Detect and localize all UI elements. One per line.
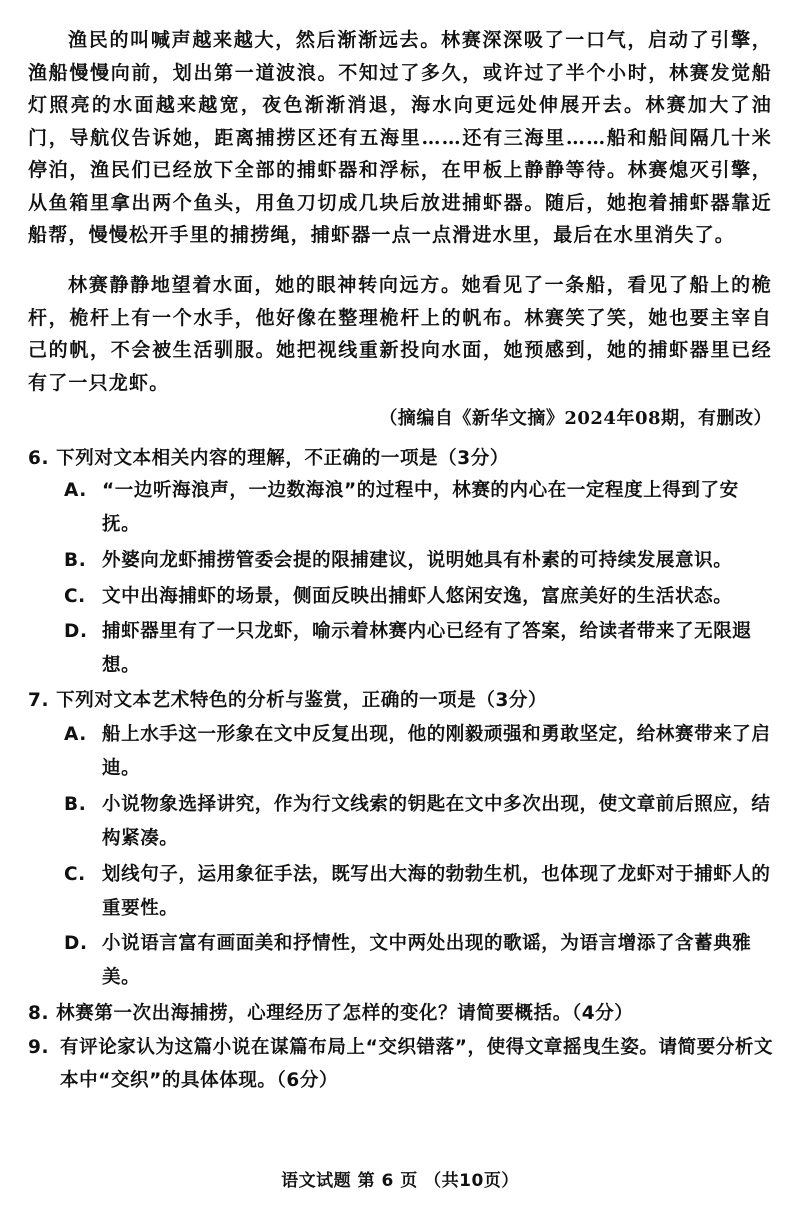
page-footer: 语文试题 第 6 页 （共10页） bbox=[281, 1171, 519, 1191]
option-letter: B. bbox=[64, 550, 87, 571]
option-text: 文中出海捕虾的场景，侧面反映出捕虾人悠闲安逸，富庶美好的生活状态。 bbox=[102, 586, 733, 607]
question-6-stem bbox=[28, 443, 772, 474]
question-9-text: 有评论家认为这篇小说在谋篇布局上“交织错落”，使得文章摇曳生姿。请简要分析文本中“交织”的具体体现。（6分） bbox=[60, 1037, 774, 1091]
question-8-stem bbox=[28, 998, 772, 1029]
question-8-text: 林赛第一次出海捕捞，心理经历了怎样的变化？请简要概括。（4分） bbox=[56, 1003, 634, 1024]
option-text: 小说物象选择讲究，作为行文线索的钥匙在文中多次出现，使文章前后照应，结构紧凑。 bbox=[102, 794, 771, 849]
question-7-option-a bbox=[64, 718, 776, 786]
passage-paragraph-1: 渔民的叫喊声越来越大，然后渐渐远去。林赛深深吸了一口气，启动了引擎，渔船慢慢向前，划出第一道波浪。不知过了多久，或许过了半个小时，林赛发觉船灯照亮的水面越来越宽，夜色渐渐消退，海水向更远处伸展开去。林赛加大了油门，导航仪告诉她，距离捕捞区还有五海里……还有三海里……船和船间隔几十米停泊，渔民们已经放下全部的捕虾器和浮标，在甲板上静静等待。林赛熄灭引擎，从鱼箱里拿出两个鱼头，用鱼刀切成几块后放进捕虾器。随后，她抱着捕虾器靠近船帮，慢慢松开手里的捕捞绳，捕虾器一点一点滑进水里，最后在水里消失了。 bbox=[28, 29, 772, 246]
question-7-stem bbox=[28, 685, 772, 716]
option-letter: D. bbox=[64, 933, 88, 954]
option-text: 捕虾器里有了一只龙虾，喻示着林赛内心已经有了答案，给读者带来了无限遐想。 bbox=[102, 621, 752, 676]
question-6-option-a bbox=[64, 474, 776, 542]
question-8-number: 8. bbox=[28, 1003, 50, 1024]
option-letter: A. bbox=[64, 480, 87, 501]
question-7-text: 下列对文本艺术特色的分析与鉴赏，正确的一项是（3分） bbox=[56, 690, 548, 711]
question-9-stem bbox=[28, 1031, 776, 1097]
passage-source: （摘编自《新华文摘》2024年08期，有删改） bbox=[379, 408, 772, 429]
question-6-option-c bbox=[64, 580, 776, 614]
option-text: 外婆向龙虾捕捞管委会提的限捕建议，说明她具有朴素的可持续发展意识。 bbox=[102, 550, 733, 571]
question-9-number: 9. bbox=[28, 1037, 50, 1058]
option-text: “一边听海浪声，一边数海浪”的过程中，林赛的内心在一定程度上得到了安抚。 bbox=[102, 480, 739, 535]
option-letter: A. bbox=[64, 724, 87, 745]
option-letter: D. bbox=[64, 621, 88, 642]
question-7-option-c bbox=[64, 858, 776, 926]
option-letter: B. bbox=[64, 794, 87, 815]
question-7-option-d bbox=[64, 927, 776, 995]
question-7-option-b bbox=[64, 788, 776, 856]
question-6-text: 下列对文本相关内容的理解，不正确的一项是（3分） bbox=[56, 448, 509, 469]
question-6-number: 6. bbox=[28, 448, 50, 469]
option-letter: C. bbox=[64, 864, 86, 885]
question-6-option-d bbox=[64, 615, 776, 683]
option-text: 划线句子，运用象征手法，既写出大海的勃勃生机，也体现了龙虾对于捕虾人的重要性。 bbox=[102, 864, 771, 919]
passage-paragraph-2: 林赛静静地望着水面，她的眼神转向远方。她看见了一条船，看见了船上的桅杆，桅杆上有一个水手，他好像在整理桅杆上的帆布。林赛笑了笑，她也要主宰自己的帆，不会被生活驯服。她把视线重新投向水面，她预感到，她的捕虾器里已经有了一只龙虾。 bbox=[28, 274, 772, 394]
question-6-option-b bbox=[64, 544, 776, 578]
option-text: 船上水手这一形象在文中反复出现，他的刚毅顽强和勇敢坚定，给林赛带来了启迪。 bbox=[102, 724, 771, 779]
option-letter: C. bbox=[64, 586, 86, 607]
option-text: 小说语言富有画面美和抒情性，文中两处出现的歌谣，为语言增添了含蓄典雅美。 bbox=[102, 933, 752, 988]
question-7-number: 7. bbox=[28, 690, 50, 711]
